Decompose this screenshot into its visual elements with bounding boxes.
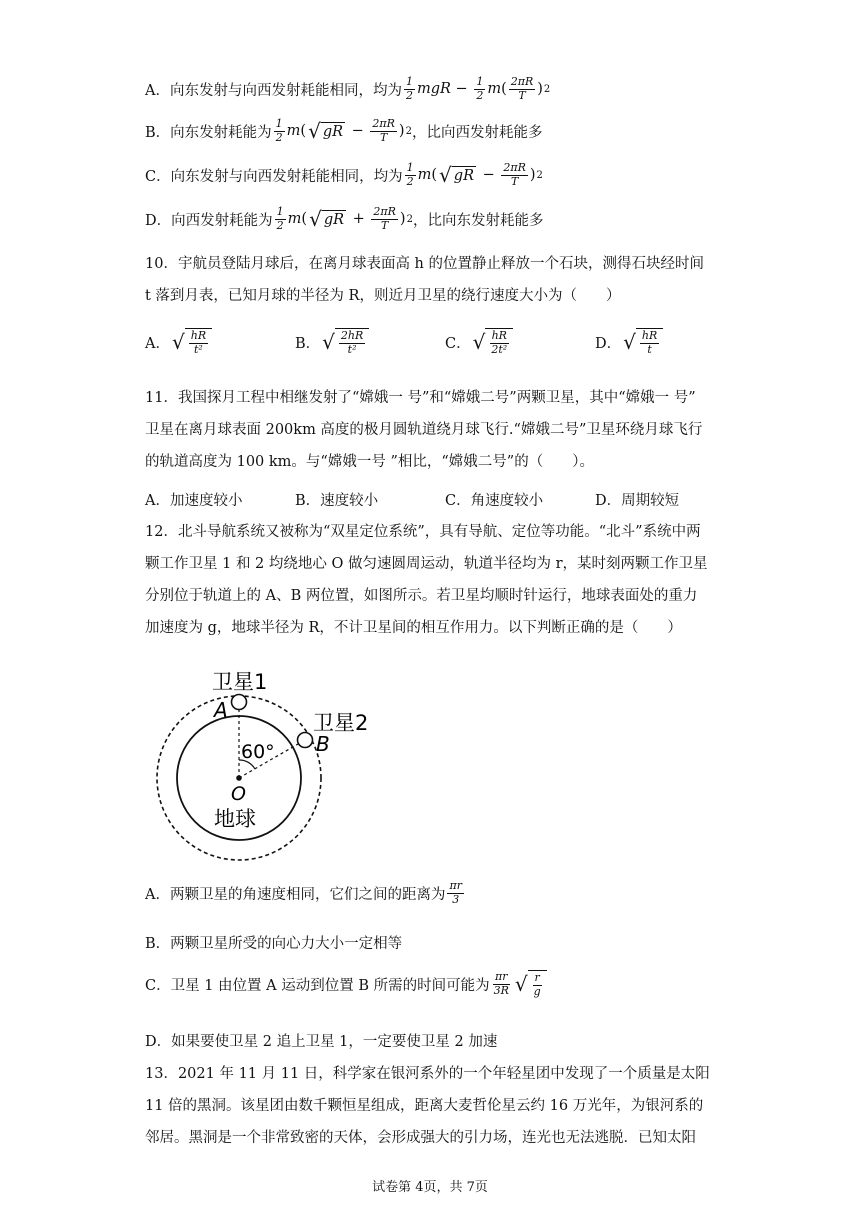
q10-option-b: B． √ $\frac{2hR}{\text{t²}}$ bbox=[295, 328, 371, 356]
q13-line3: 邻居。黑洞是一个非常致密的天体，会形成强大的引力场，连光也无法逃脱．已知太阳 bbox=[145, 1130, 696, 1146]
q12-option-d: D．如果要使卫星 2 追上卫星 1，一定要使卫星 2 加速 bbox=[145, 1034, 498, 1050]
q11-line2: 卫星在离月球表面 200km 高度的极月圆轨道绕月球飞行.“嫦娥二号”卫星环绕月球飞行 bbox=[145, 422, 703, 438]
q11-line1: 11．我国探月工程中相继发射了“嫦娥一 号”和“嫦娥二号”两颗卫星，其中“嫦娥一 号” bbox=[145, 390, 696, 406]
q13-line2: 11 倍的黑洞。该星团由数千颗恒星组成，距离大麦哲伦星云约 16 万光年，为银河系的 bbox=[145, 1098, 704, 1114]
q12-option-c: C．卫星 1 由位置 A 运动到位置 B 所需的时间可能为 $\frac{\pi r}{3R}$ √ $\frac{r}{g}$ bbox=[145, 970, 549, 998]
label-earth: 地球 bbox=[214, 807, 256, 831]
q13-line1: 13．2021 年 11 月 11 日，科学家在银河系外的一个年轻星团中发现了一个质量是太阳 bbox=[145, 1066, 710, 1082]
q10-option-a: A． √ $\frac{hR}{\text{t²}}$ bbox=[145, 328, 214, 356]
page-footer: 试卷第 4页，共 7页 bbox=[372, 1180, 488, 1195]
q10-option-c: C． √ $\frac{hR}{\text{2t²}}$ bbox=[445, 328, 515, 356]
q11-stem bbox=[145, 382, 715, 478]
q12-line2: 颗工作卫星 1 和 2 均绕地心 O 做匀速圆周运动，轨道半径均为 r，某时刻两颗工作卫星 bbox=[145, 556, 708, 572]
q9-option-b: B． 向东发射耗能为 $\frac{1}{2}$ m ( √ gR − $\frac{2\pi R}{T}$ ) 2 ，比向西发射耗能多 bbox=[145, 117, 543, 144]
q10-option-d: D． √ $\frac{hR}{t}$ bbox=[595, 328, 665, 356]
q11-option-b: B．速度较小 bbox=[295, 493, 379, 509]
q11-line3: 的轨道高度为 100 km。与“嫦娥一号 ”相比，“嫦娥二号”的（ ）。 bbox=[145, 454, 594, 470]
center-dot bbox=[236, 775, 242, 781]
q11-option-c: C．角速度较小 bbox=[445, 493, 544, 509]
q10-stem bbox=[145, 248, 715, 312]
satellite-1 bbox=[232, 695, 247, 710]
q10-stem-line2: t 落到月表，已知月球的半径为 R，则近月卫星的绕行速度大小为（ ） bbox=[145, 288, 621, 304]
orbit-diagram bbox=[150, 660, 390, 870]
q11-option-a: A．加速度较小 bbox=[145, 493, 243, 509]
q9-option-d: D． 向西发射耗能为 $\frac{1}{2}$ m ( √ gR + $\frac{2\pi R}{T}$ ) 2 ，比向东发射耗能多 bbox=[145, 205, 544, 232]
q9-option-a: A． 向东发射与向西发射耗能相同，均为 $\frac{1}{2}$ mgR − $\frac{1}{2}$ m ( $\frac{2\pi R}{T}$ ) 2 bbox=[145, 75, 551, 102]
q12-line4: 加速度为 g，地球半径为 R，不计卫星间的相互作用力。以下判断正确的是（ ） bbox=[145, 620, 682, 636]
q10-stem-line1: 10．宇航员登陆月球后，在离月球表面高 h 的位置静止释放一个石块，测得石块经时间 bbox=[145, 256, 705, 272]
q12-line3: 分别位于轨道上的 A、B 两位置，如图所示。若卫星均顺时针运行，地球表面处的重力 bbox=[145, 588, 698, 604]
q12-line1: 12．北斗导航系统又被称为“双星定位系统”，具有导航、定位等功能。“北斗”系统中两 bbox=[145, 524, 701, 540]
q12-option-a: A．两颗卫星的角速度相同，它们之间的距离为 $\frac{\pi r}{3}$ bbox=[145, 879, 462, 906]
q9-option-c: C． 向东发射与向西发射耗能相同，均为 $\frac{1}{2}$ m ( √ gR − $\frac{2\pi R}{T}$ ) 2 bbox=[145, 161, 543, 188]
label-sat2: 卫星2 bbox=[313, 711, 369, 735]
label-o: O bbox=[231, 783, 246, 805]
q11-option-d: D．周期较短 bbox=[595, 493, 680, 509]
label-b: B bbox=[316, 732, 330, 756]
q12-option-b: B．两颗卫星所受的向心力大小一定相等 bbox=[145, 936, 403, 952]
satellite-2 bbox=[298, 733, 313, 748]
q13-stem bbox=[145, 1058, 715, 1154]
label-sat1: 卫星1 bbox=[212, 670, 268, 694]
q12-stem bbox=[145, 516, 715, 644]
label-a: A bbox=[214, 698, 228, 722]
label-angle: 60° bbox=[241, 741, 275, 763]
